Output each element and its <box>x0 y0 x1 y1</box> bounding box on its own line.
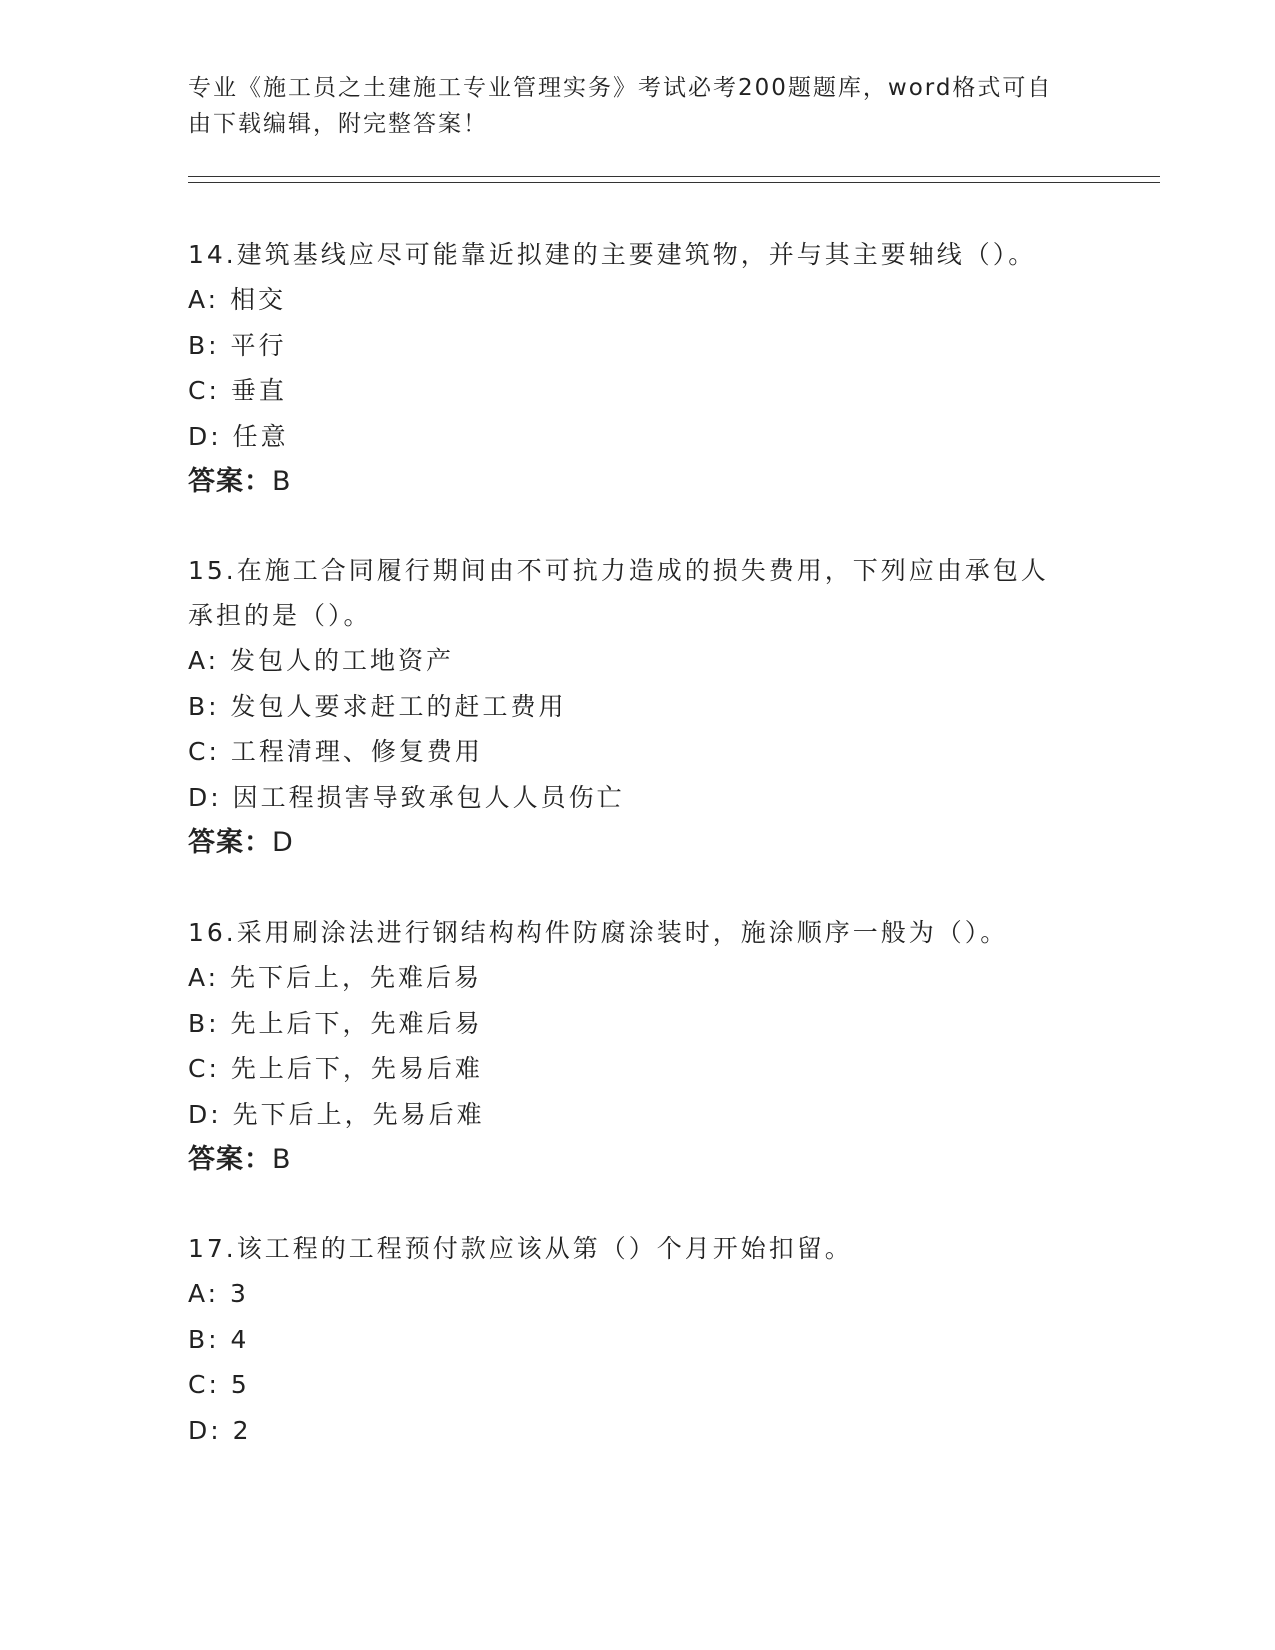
option-d: D: 因工程损害导致承包人人员伤亡 <box>188 782 625 812</box>
option-b: B: 先上后下，先难后易 <box>188 1008 483 1038</box>
answer <box>188 1137 1088 1182</box>
header-divider-top <box>188 176 1160 177</box>
option-d: D: 先下后上，先易后难 <box>188 1099 485 1129</box>
option-a: A: 发包人的工地资产 <box>188 646 455 675</box>
question-16 <box>188 910 1088 1182</box>
option-a: A: 先下后上，先难后易 <box>188 963 483 992</box>
answer-label: 答案： <box>188 1144 272 1175</box>
question-stem: 17.该工程的工程预付款应该从第（）个月开始扣留。 <box>188 1234 853 1263</box>
question-14 <box>188 232 1088 504</box>
question-stem: 14.建筑基线应尽可能靠近拟建的主要建筑物，并与其主要轴线（）。 <box>188 240 1037 269</box>
answer-value: B <box>272 466 292 497</box>
answer-label: 答案： <box>188 827 272 858</box>
option-c: C: 先上后下，先易后难 <box>188 1054 483 1083</box>
option-c: C: 垂直 <box>188 376 287 405</box>
option-b: B: 平行 <box>188 330 287 360</box>
answer <box>188 820 1088 865</box>
header-divider-bottom <box>188 182 1160 183</box>
option-c: C: 工程清理、修复费用 <box>188 737 483 766</box>
question-17 <box>188 1226 1088 1453</box>
header-text: 专业《施工员之土建施工专业管理实务》考试必考200题题库，word格式可自由下载编辑，附完整答案！ <box>188 75 1053 137</box>
option-d: D: 2 <box>188 1415 252 1445</box>
option-b: B: 发包人要求赶工的赶工费用 <box>188 691 567 721</box>
question-stem: 15.在施工合同履行期间由不可抗力造成的损失费用，下列应由承包人承担的是（）。 <box>188 556 1049 630</box>
document-header <box>188 70 1068 142</box>
option-a: A: 3 <box>188 1279 249 1308</box>
answer <box>188 459 1088 504</box>
question-stem: 16.采用刷涂法进行钢结构构件防腐涂装时，施涂顺序一般为（）。 <box>188 918 1009 947</box>
option-a: A: 相交 <box>188 285 287 314</box>
answer-label: 答案： <box>188 466 272 497</box>
option-c: C: 5 <box>188 1370 250 1399</box>
question-15 <box>188 548 1088 865</box>
answer-value: B <box>272 1144 292 1175</box>
option-d: D: 任意 <box>188 421 289 451</box>
answer-value: D <box>272 827 294 858</box>
option-b: B: 4 <box>188 1324 250 1354</box>
